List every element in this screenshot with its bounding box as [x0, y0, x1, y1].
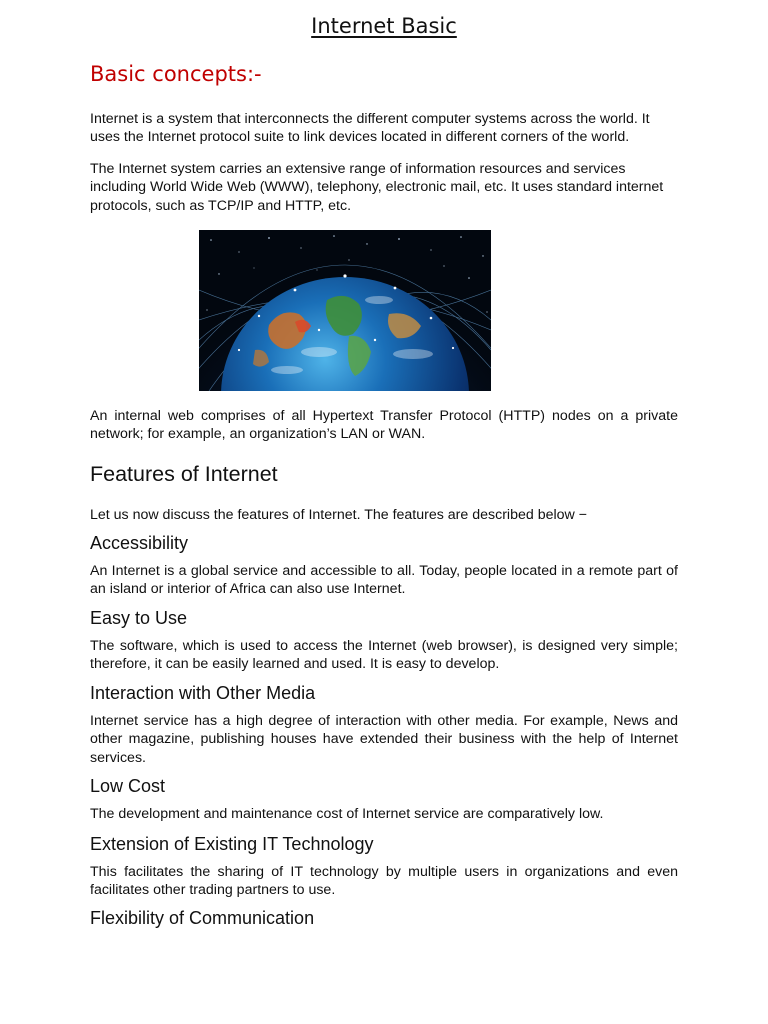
feature-text-extension-it: This facilitates the sharing of IT technology by multiple users in organizations and even facilitates other trading partners to use. [90, 864, 678, 899]
intro-paragraph-2: The Internet system carries an extensive range of information resources and services including World Wide Web (WWW), telephony, electronic mail, etc. It uses standard internet protocols, such as TCP/IP and HTTP, etc. [90, 161, 664, 214]
feature-title-interaction-media: Interaction with Other Media [90, 683, 316, 703]
features-heading: Features of Internet [90, 462, 278, 486]
feature-title-flexibility: Flexibility of Communication [90, 908, 315, 928]
feature-title-low-cost: Low Cost [90, 776, 166, 796]
feature-text-interaction-media: Internet service has a high degree of interaction with other media. For example, News and other magazine, publishing houses have extended their business with the help of Internet services. [90, 713, 678, 766]
feature-text-easy-to-use: The software, which is used to access the Internet (web browser), is designed very simple; therefore, it can be easily learned and used. It is easy to develop. [90, 638, 678, 673]
features-intro: Let us now discuss the features of Internet. The features are described below − [90, 507, 587, 523]
intro-paragraph-1: Internet is a system that interconnects the different computer systems across the world. It uses the Internet protocol suite to link devices located in different corners of the world. [90, 111, 650, 146]
feature-title-extension-it: Extension of Existing IT Technology [90, 834, 374, 854]
feature-text-accessibility: An Internet is a global service and accessible to all. Today, people located in a remote part of an island or interior of Africa can also use Internet. [90, 563, 678, 598]
globe-network-image [199, 230, 491, 391]
page-title: Internet Basic [311, 14, 457, 38]
basic-concepts-heading: Basic concepts:- [90, 62, 262, 86]
intro-paragraph-3: An internal web comprises of all Hypertext Transfer Protocol (HTTP) nodes on a private network; for example, an organization’s LAN or WAN. [90, 408, 678, 443]
feature-text-low-cost: The development and maintenance cost of Internet service are comparatively low. [90, 806, 604, 822]
feature-title-easy-to-use: Easy to Use [90, 608, 188, 628]
feature-title-accessibility: Accessibility [90, 533, 189, 553]
